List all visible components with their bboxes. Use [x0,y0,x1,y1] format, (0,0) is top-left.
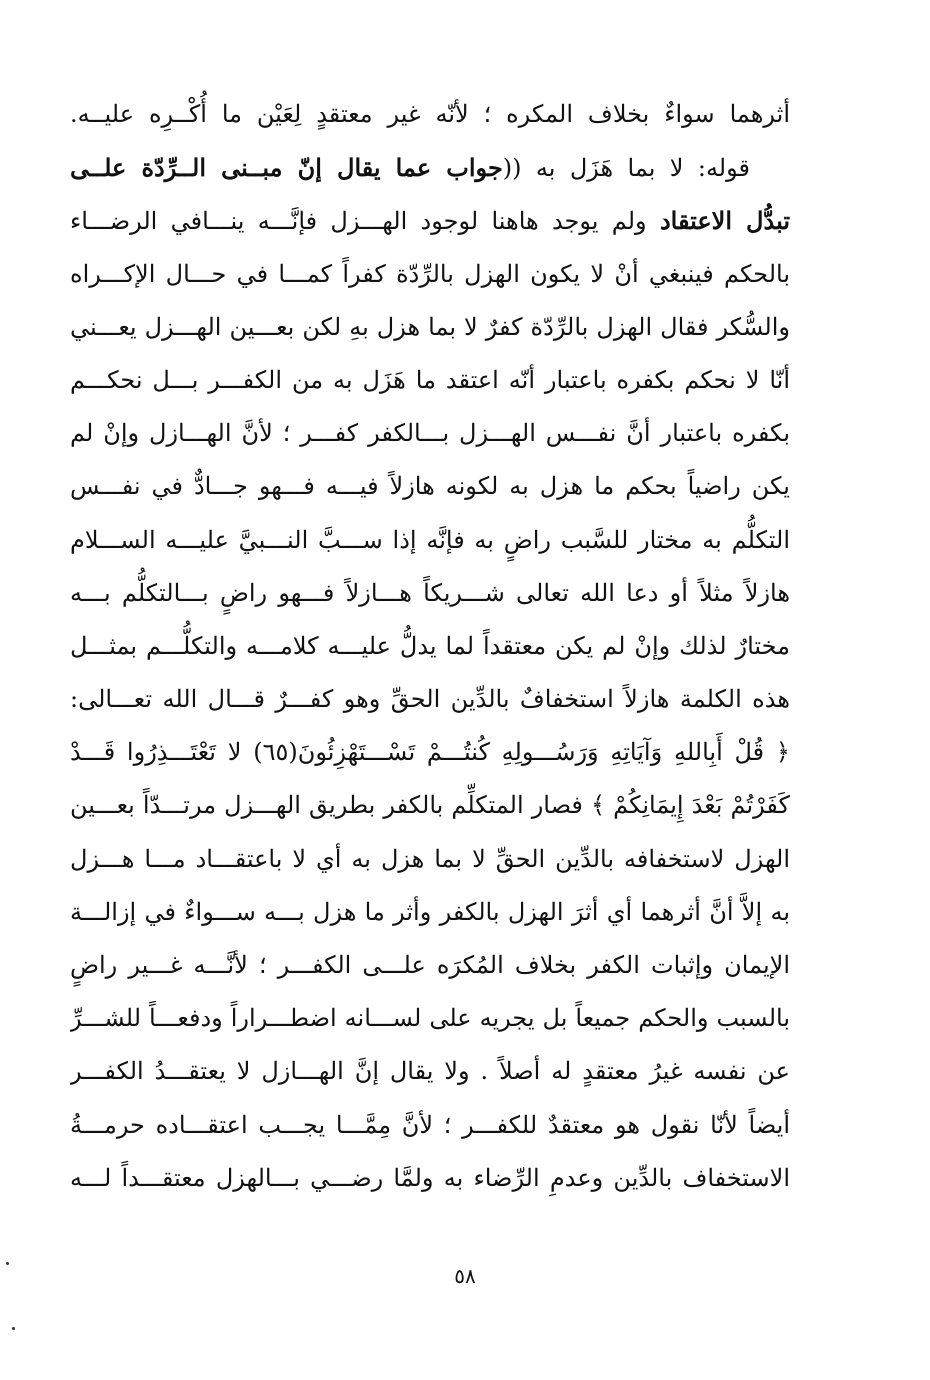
text-line-15: الهزل لاستخفافه بالدِّين الحقِّ لا بما هزل به أي لا باعتقـــاد مـــا هـــزل [70,844,790,873]
text-line-4: بالحكم فينبغي أنْ لا يكون الهزل بالرِّدّة كفراً كمـــا في حـــال الإكـــراه [70,259,790,288]
text-line-21: الاستخفاف بالدِّين وعدمِ الرِّضاء به ولمَّا رضـــي بـــالهزل معتقـــداً لـــه [70,1163,790,1192]
text-line-5: والسُّكر فقال الهزل بالرِّدّة كفرٌ لا بما هزل بهِ لكن بعـــين الهـــزل يعـــني [70,312,790,341]
text-line-8: يكن راضياً بحكم ما هزل به لكونه هازلاً فيـــه فـــهو جـــادٌّ في نفـــس [70,472,790,501]
text-line-3 [70,194,790,247]
scan-speck [6,1262,9,1265]
quran-verse-line-2: كَفَرْتُمْ بَعْدَ إِيمَانِكُمْ ﴾ فصار المتكلِّم بالكفر بطريق الهـــزل مرتـــدّاً بعـــين [70,791,790,820]
text-line-20: أيضاً لأنّا نقول هو معتقدٌ للكفـــر ؛ لأنَّ مِمَّـــا يجـــب اعتقـــاده حرمـــةُ [70,1110,790,1139]
text-line-2 [70,141,790,194]
page-number: ٥٨ [454,1264,476,1288]
bold-heading-phrase-continued: تبدُّل الاعتقاد [659,206,790,236]
line-text: ولم يوجد هاهنا لوجود الهـــزل فإنَّـــه ينـــافي الرضـــاء [70,207,660,236]
line-prefix: قوله: لا بما هَزَل به (( [502,154,750,183]
text-line-9: التكلُّم به مختار للسَّبب راضٍ به فإنَّه إذا ســـبَّ النـــبيَّ عليـــه الســـلام [70,525,790,554]
text-line-16: به إلاَّ أنَّ أثرهما أي أثرَ الهزل بالكفر وأثر ما هزل بـــه ســـواءٌ في إزالـــة [70,897,790,926]
text-line-1: أثرهما سواءٌ بخلاف المكره ؛ لأنّه غير معتقدٍ لِعَيْن ما أُكْــرِه عليــه. [70,100,790,128]
text-line-6: أنّا لا نحكم بكفره باعتبار أنّه اعتقد ما هَزَل به من الكفـــر بـــل نحكـــم [70,365,790,394]
body-text [70,88,790,1205]
text-line-12: هذه الكلمة هازلاً استخفافٌ بالدِّين الحقِّ وهو كفـــرٌ قـــال الله تعـــالى: [70,685,790,714]
text-line-10: هازلاً مثلاً أو دعا الله تعالى شـــريكاً هـــازلاً فـــهو راضٍ بـــالتكلُّم بـــه [70,578,790,607]
bold-heading-phrase: جواب عما يقال إنّ مبــنى الــرِّدّة علــى [70,153,503,183]
text-line-18: بالسبب والحكم جميعاً بل يجريه على لســـانه اضطـــراراً ودفعـــاً للشـــرِّ [70,1004,790,1033]
quran-verse-line-1: ﴿ قُلْ أَبِاللهِ وَآيَاتِهِ وَرَسُـــولِهِ كُنتُـــمْ تَسْـــتَهْزِئُونَ(٦٥) لا تَعْتَـــذِرُوا قَـــدْ [70,738,790,767]
text-line-17: الإيمان وإثبات الكفر بخلاف المُكرَه علـــى الكفـــر ؛ لأنَّـــه غـــير راضٍ [70,951,790,979]
text-line-7: بكفره باعتبار أنَّ نفـــس الهـــزل بـــالكفر كفـــر ؛ لأنَّ الهـــازل وإنْ لم [70,419,790,448]
text-line-19: عن نفسه غيرُ معتقدٍ له أصلاً . ولا يقال إنَّ الهـــازل لا يعتقـــدُ الكفـــر [70,1057,790,1086]
scan-speck [12,1327,15,1330]
text-line-11: مختارٌ لذلك وإنْ لم يكن معتقداً لما يدلُّ عليـــه كلامـــه والتكلُّـــم بمثـــل [70,631,790,660]
